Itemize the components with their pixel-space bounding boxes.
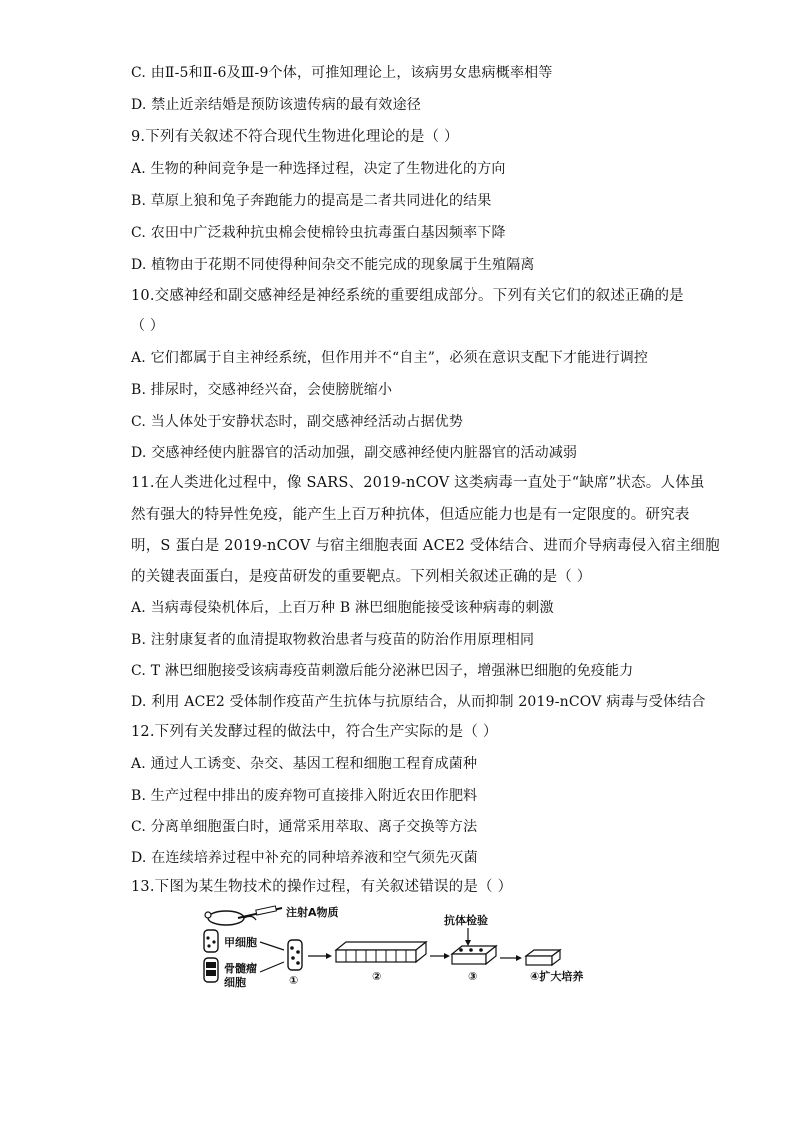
- mouse-icon: [205, 911, 256, 925]
- option-d-q10: D. 交感神经使内脏器官的活动加强，副交感神经使内脏器官的活动减弱: [131, 445, 578, 461]
- question-11-line1: 11.在人类进化过程中，像 SARS、2019-nCOV 这类病毒一直处于“缺席”状态。人体虽: [131, 475, 705, 491]
- myeloma-label-2: 细胞: [224, 976, 246, 989]
- option-b-q10: B. 排尿时，交感神经兴奋，会使膀胱缩小: [131, 382, 393, 398]
- option-a-q9: A. 生物的种间竞争是一种选择过程，决定了生物进化的方向: [131, 161, 506, 177]
- tube-cell-a: [204, 930, 218, 952]
- option-a-q10: A. 它们都属于自主神经系统，但作用并不“自主”，必须在意识支配下才能进行调控: [131, 350, 649, 366]
- option-c-q8: C. 由Ⅱ-5和Ⅱ-6及Ⅲ-9个体，可推知理论上，该病男女患病概率相等: [131, 65, 553, 81]
- culture-plate-2: [336, 942, 426, 962]
- question-11-line4: 的关键表面蛋白，是疫苗研发的重要靶点。下列相关叙述正确的是（ ）: [131, 569, 592, 585]
- option-b-q11: B. 注射康复者的血清提取物救治患者与疫苗的防治作用原理相同: [131, 632, 535, 648]
- option-c-q11: C. T 淋巴细胞接受该病毒疫苗刺激后能分泌淋巴因子，增强淋巴细胞的免疫能力: [131, 663, 634, 679]
- tube-fusion: [288, 940, 302, 970]
- myeloma-label: 骨髓瘤: [224, 962, 257, 975]
- culture-plate-3: [452, 946, 496, 964]
- question-9: 9.下列有关叙述不符合现代生物进化理论的是（ ）: [131, 129, 459, 145]
- option-a-q11: A. 当病毒侵染机体后，上百万种 B 淋巴细胞能接受该种病毒的刺激: [131, 600, 554, 616]
- step-3-label: ③: [468, 970, 478, 983]
- hybridoma-figure: [186, 904, 626, 990]
- step-2-label: ②: [372, 970, 382, 983]
- option-c-q10: C. 当人体处于安静状态时，副交感神经活动占据优势: [131, 414, 464, 430]
- step-1-label: ①: [289, 974, 299, 987]
- option-d-q9: D. 植物由于花期不同使得种间杂交不能完成的现象属于生殖隔离: [131, 257, 535, 273]
- option-b-q9: B. 草原上狼和兔子奔跑能力的提高是二者共同进化的结果: [131, 193, 492, 209]
- option-d-q11: D. 利用 ACE2 受体制作疫苗产生抗体与抗原结合，从而抑制 2019-nCOV 病毒与受体结合: [131, 694, 706, 710]
- question-11-line2: 然有强大的特异性免疫，能产生上百万种抗体，但适应能力也是有一定限度的。研究表: [131, 507, 690, 523]
- option-d-q8: D. 禁止近亲结婚是预防该遗传病的最有效途径: [131, 97, 422, 113]
- question-11-line3: 明，S 蛋白是 2019-nCOV 与宿主细胞表面 ACE2 受体结合、进而介导病毒侵入宿主细胞: [131, 538, 720, 554]
- inject-label: 注射A物质: [286, 906, 339, 919]
- syringe-icon: [238, 906, 282, 918]
- question-13: 13.下图为某生物技术的操作过程，有关叙述错误的是（ ）: [131, 879, 513, 895]
- option-c-q12: C. 分离单细胞蛋白时，通常采用萃取、离子交换等方法: [131, 819, 478, 835]
- option-c-q9: C. 农田中广泛栽种抗虫棉会使棉铃虫抗毒蛋白基因频率下降: [131, 225, 506, 241]
- question-10: 10.交感神经和副交感神经是神经系统的重要组成部分。下列有关它们的叙述正确的是: [131, 288, 684, 304]
- antibody-test-label: 抗体检验: [444, 914, 488, 927]
- question-10-blank: （ ）: [131, 318, 165, 334]
- tube-myeloma: [204, 958, 218, 982]
- option-d-q12: D. 在连续培养过程中补充的同种培养液和空气须先灭菌: [131, 850, 478, 866]
- cell-a-label: 甲细胞: [224, 936, 257, 949]
- option-a-q12: A. 通过人工诱变、杂交、基因工程和细胞工程育成菌种: [131, 756, 478, 772]
- culture-plate-4: [526, 950, 560, 965]
- question-12: 12.下列有关发酵过程的做法中，符合生产实际的是（ ）: [131, 724, 498, 740]
- option-b-q12: B. 生产过程中排出的废弃物可直接排入附近农田作肥料: [131, 788, 478, 804]
- step-4-label: ④扩大培养: [530, 970, 584, 983]
